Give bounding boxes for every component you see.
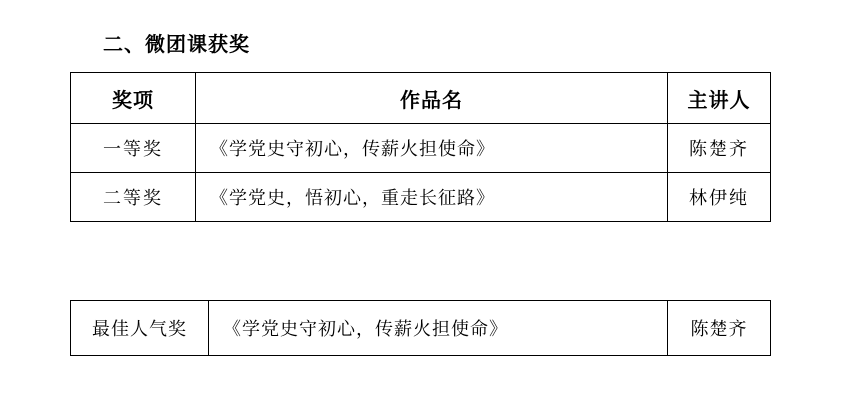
table-header-row xyxy=(71,73,771,124)
cell-award: 二等奖 xyxy=(71,173,196,222)
table-row xyxy=(71,173,771,222)
page-title: 二、微团课获奖 xyxy=(103,34,250,56)
cell-host: 林伊纯 xyxy=(668,173,771,222)
table-row xyxy=(71,301,771,356)
cell-award: 一等奖 xyxy=(71,124,196,173)
popular-award-table xyxy=(70,300,771,356)
column-header-host: 主讲人 xyxy=(668,73,771,124)
table-row xyxy=(71,124,771,173)
award-table xyxy=(70,72,771,222)
column-header-award: 奖项 xyxy=(71,73,196,124)
column-header-title: 作品名 xyxy=(196,73,668,124)
cell-host: 陈楚齐 xyxy=(668,301,771,356)
cell-award: 最佳人气奖 xyxy=(71,301,209,356)
cell-title: 《学党史守初心，传薪火担使命》 xyxy=(209,301,668,356)
cell-title: 《学党史守初心，传薪火担使命》 xyxy=(196,124,668,173)
cell-host: 陈楚齐 xyxy=(668,124,771,173)
cell-title: 《学党史，悟初心，重走长征路》 xyxy=(196,173,668,222)
